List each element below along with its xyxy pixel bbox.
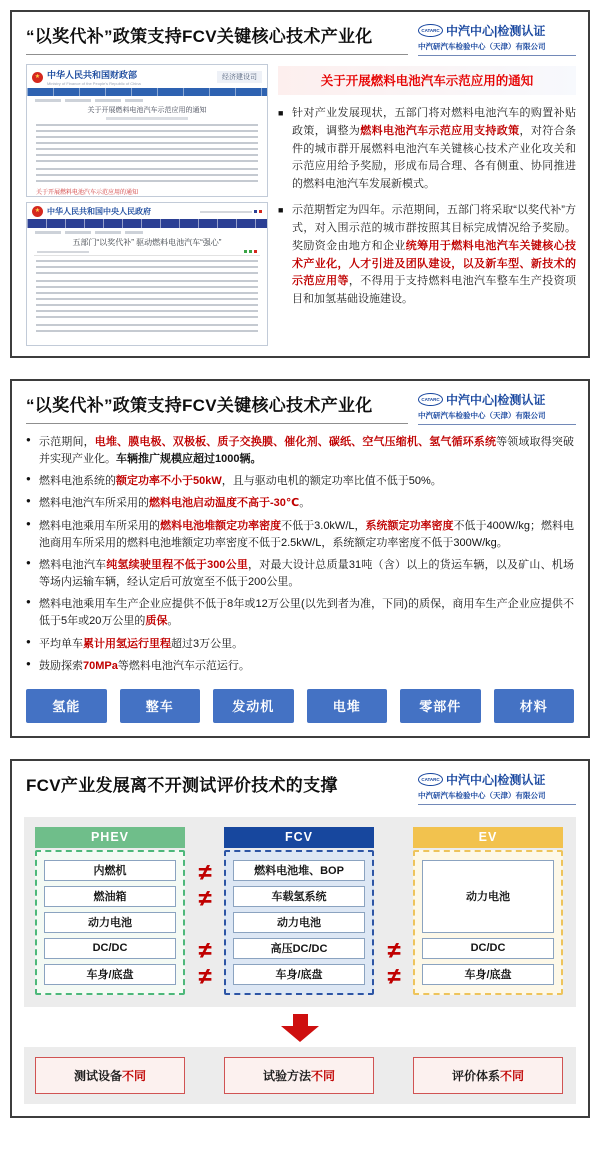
text-lines-placeholder — [36, 280, 258, 300]
column-header-fcv: FCV — [224, 827, 374, 848]
gov-website-screenshot — [26, 202, 268, 346]
not-equal-icon: ≠ — [198, 963, 211, 990]
component-box: 动力电池 — [44, 912, 176, 933]
slide-panel-1 — [10, 10, 590, 358]
text-lines-placeholder — [36, 168, 258, 184]
component-box: DC/DC — [44, 938, 176, 959]
powertrain-comparison-diagram — [24, 817, 576, 1007]
mof-department-label: 经济建设司 — [217, 71, 262, 83]
share-icon — [244, 250, 247, 253]
requirement-bullet: ● 示范期间，电堆、膜电极、双极板、质子交换膜、催化剂、碳纸、空气压缩机、氢气循环系统等领域取得突破并实现产业化。车辆推广规模应超过1000辆。 — [26, 434, 574, 468]
divider — [34, 255, 260, 256]
button-materials[interactable]: 材料 — [494, 689, 575, 723]
button-engine[interactable]: 发动机 — [213, 689, 294, 723]
text-lines-placeholder — [36, 260, 258, 276]
national-emblem-icon: ★ — [32, 72, 43, 83]
not-equal-icon: ≠ — [198, 937, 211, 964]
component-box: 车载氢系统 — [233, 886, 365, 907]
diagram-column-phev — [35, 827, 185, 995]
requirement-bullet: ● 平均单车累计用氢运行里程超过3万公里。 — [26, 636, 574, 653]
not-equal-icon: ≠ — [198, 859, 211, 886]
website-screenshots — [26, 64, 268, 346]
component-box: 车身/底盘 — [44, 964, 176, 985]
slide-title: “以奖代补”政策支持FCV关键核心技术产业化 — [26, 391, 408, 424]
policy-bullet: ■ 针对产业发展现状，五部门将对燃料电池汽车的购置补贴政策，调整为燃料电池汽车示范应用支持政策，对符合条件的城市群开展燃料电池汽车关键核心技术产业化攻关和示范应用给予奖励，形成布局合理、各有侧重、协同推进的燃料电池汽车发展新模式。 — [278, 105, 576, 194]
doc-meta-placeholder — [106, 117, 188, 120]
diagram-column-ev — [413, 827, 563, 995]
logo-subtitle: 中汽研汽车检验中心（天津）有限公司 — [418, 42, 546, 51]
button-hydrogen[interactable]: 氢能 — [26, 689, 107, 723]
logo-subtitle: 中汽研汽车检验中心（天津）有限公司 — [418, 411, 546, 420]
catarc-badge-icon: CATARC — [418, 393, 443, 406]
fcv-ev-difference-markers — [374, 860, 413, 990]
catarc-badge-icon: CATARC — [418, 773, 443, 786]
category-button-row — [12, 682, 588, 736]
logo-brand: 中汽中心|检测认证 — [446, 393, 546, 407]
slide-panel-3 — [10, 759, 590, 1118]
column-header-phev: PHEV — [35, 827, 185, 848]
gov-headline: 五部门“以奖代补” 驱动燃料电池汽车“强心” — [72, 238, 222, 247]
not-equal-icon: ≠ — [198, 885, 211, 912]
mof-site-name: 中华人民共和国财政部 — [47, 70, 138, 80]
conclusion-box-evaluation-system: 评价体系不同 — [413, 1057, 563, 1094]
button-stack[interactable]: 电堆 — [307, 689, 388, 723]
policy-bullet: ■ 示范期暂定为四年。示范期间，五部门将采取“以奖代补”方式，对入围示范的城市群按照其目标完成情况给予奖励。奖励资金由地方和企业统筹用于燃料电池汽车关键核心技术产业化，人才引进及团队建设，以及新车型、新技术的示范应用等，不得用于支持燃料电池汽车整车生产投资项目和加氢基础设施建设。 — [278, 202, 576, 309]
mof-navbar — [27, 88, 267, 96]
logo-brand: 中汽中心|检测认证 — [446, 24, 546, 38]
article-meta-row — [37, 250, 257, 253]
column-header-ev: EV — [413, 827, 563, 848]
requirement-bullet: ● 燃料电池系统的额定功率不小于50kW，且与驱动电机的额定功率比值不低于50%。 — [26, 473, 574, 490]
component-box: 燃料电池堆、BOP — [233, 860, 365, 881]
slide-panel-2 — [10, 379, 590, 738]
requirement-bullet: ● 燃料电池汽车纯氢续驶里程不低于300公里，对最大设计总质量31吨（含）以上的货运车辆，以及矿山、机场等场内运输车辆，经认定后可放宽至不低于200公里。 — [26, 557, 574, 591]
mof-doc-title: 关于开展燃料电池汽车示范应用的通知 — [87, 107, 207, 114]
share-icon — [249, 250, 252, 253]
breadcrumb-placeholder — [35, 99, 143, 102]
catarc-badge-icon: CATARC — [418, 24, 443, 37]
text-lines-placeholder — [36, 304, 258, 320]
component-box: 动力电池 — [422, 860, 554, 933]
catarc-logo — [418, 771, 576, 805]
requirement-bullet: ● 燃料电池乘用车所采用的燃料电池堆额定功率密度不低于3.0kW/L，系统额定功率密度不低于400W/kg；燃料电池商用车所采用的燃料电池堆额定功率密度不低于2.5kW/L，系统额定功率密度不低于300W/kg。 — [26, 518, 574, 552]
requirement-bullet: ● 燃料电池汽车所采用的燃料电池启动温度不高于-30℃。 — [26, 495, 574, 512]
component-box: DC/DC — [422, 938, 554, 959]
phev-fcv-difference-markers — [185, 860, 224, 990]
share-icon — [254, 250, 257, 253]
down-arrow-icon — [12, 1014, 588, 1042]
requirement-bullet: ● 燃料电池乘用车生产企业应提供不低于8年或12万公里(以先到者为准，下同)的质保，商用车生产企业应提供不低于5年或20万公里的质保。 — [26, 596, 574, 630]
conclusion-box-test-method: 试验方法不同 — [224, 1057, 374, 1094]
button-vehicle[interactable]: 整车 — [120, 689, 201, 723]
button-parts[interactable]: 零部件 — [400, 689, 481, 723]
component-box: 燃油箱 — [44, 886, 176, 907]
component-box: 内燃机 — [44, 860, 176, 881]
slide-title: “以奖代补”政策支持FCV关键核心技术产业化 — [26, 22, 408, 55]
catarc-logo — [418, 391, 576, 425]
mof-site-name-en: Ministry of Finance of the People's Republic of China — [47, 81, 141, 86]
text-lines-placeholder — [36, 324, 258, 334]
requirement-bullet: ● 鼓励探索70MPa等燃料电池汽车示范运行。 — [26, 658, 574, 675]
gov-site-name: 中华人民共和国中央人民政府 — [47, 207, 151, 216]
component-box: 车身/底盘 — [233, 964, 365, 985]
component-box: 车身/底盘 — [422, 964, 554, 985]
component-box: 动力电池 — [233, 912, 365, 933]
requirement-bullet-list — [12, 425, 588, 682]
notice-title-banner: 关于开展燃料电池汽车示范应用的通知 — [278, 66, 576, 95]
mof-doc-link-red: 关于开展燃料电池汽车示范应用的通知 — [36, 190, 139, 196]
catarc-logo — [418, 22, 576, 56]
text-lines-placeholder — [36, 124, 258, 138]
diagram-column-fcv — [224, 827, 374, 995]
breadcrumb-placeholder — [35, 231, 143, 234]
component-box: 高压DC/DC — [233, 938, 365, 959]
policy-bullet-list — [278, 105, 576, 309]
conclusion-row — [24, 1047, 576, 1104]
slide-title: FCV产业发展离不开测试评价技术的支撑 — [26, 775, 338, 795]
logo-brand: 中汽中心|检测认证 — [446, 772, 546, 787]
search-widgets-placeholder — [200, 210, 262, 213]
conclusion-box-test-equipment: 测试设备不同 — [35, 1057, 185, 1094]
not-equal-icon: ≠ — [387, 963, 400, 990]
not-equal-icon: ≠ — [387, 937, 400, 964]
gov-navbar — [27, 219, 267, 228]
logo-subtitle: 中汽研汽车检验中心（天津）有限公司 — [418, 790, 546, 800]
national-emblem-icon: ★ — [32, 206, 43, 217]
text-lines-placeholder — [36, 142, 258, 164]
mof-website-screenshot — [26, 64, 268, 197]
